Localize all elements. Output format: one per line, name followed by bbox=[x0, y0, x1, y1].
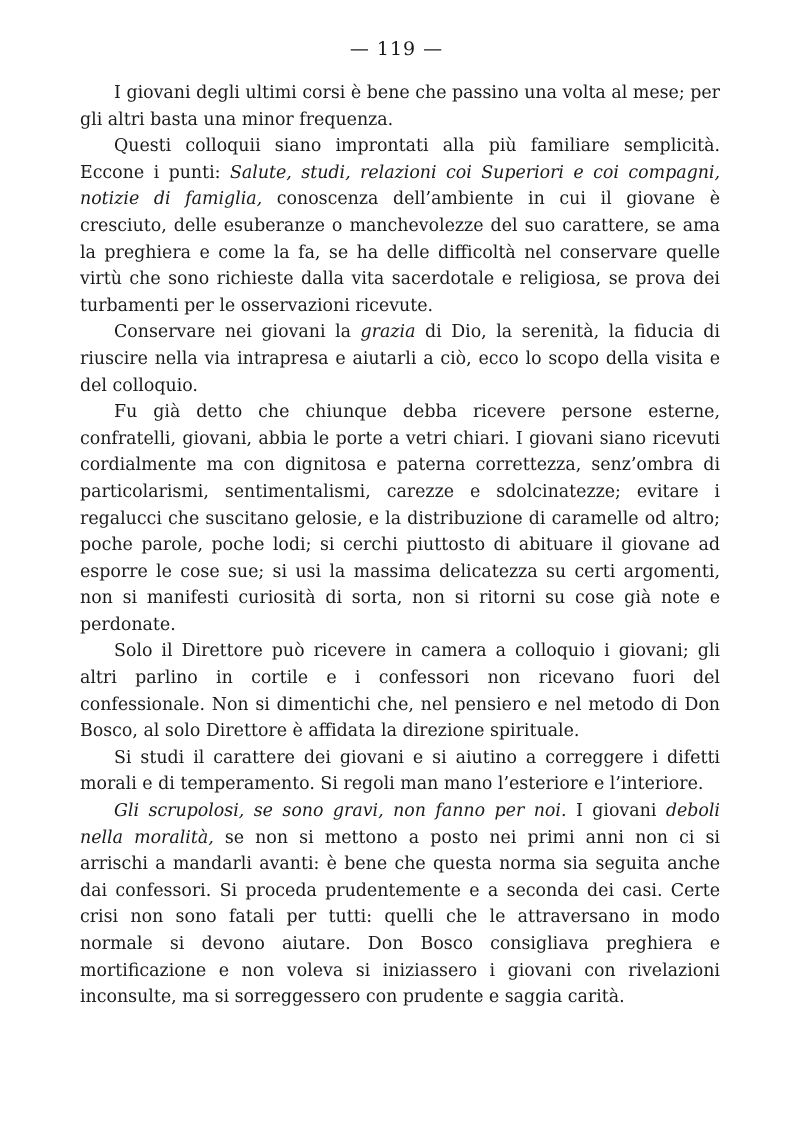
italic-text-run: grazia bbox=[360, 322, 416, 343]
italic-text-run: deboli nella moralità, bbox=[80, 801, 720, 848]
text-run: Fu già detto che chiunque debba ricevere persone esterne, confratelli, giovani, abbia le porte a vetri chiari. I giovani siano ricevuti cordialmente ma con dignitosa e paterna correttezza, senz’ombra di particolarismi, sentimentalismi, carezze e sdolcinatezze; evitare i regalucci che suscitano gelosie, e la distribuzione di caramelle od altro; poche parole, poche lodi; si cerchi piuttosto di abituare il giovane ad esporre le cose sue; si usi la massima delicatezza su certi argomenti, non si manifesti curiosità di sorta, non si ritorni su cose già note e perdonate. bbox=[80, 402, 720, 635]
text-run: Solo il Direttore può ricevere in camera a colloquio i giovani; gli altri parlino in cortile e i confessori non ricevano fuori del confessionale. Non si dimentichi che, nel pensiero e nel metodo di Don Bosco, al solo Direttore è affidata la direzione spirituale. bbox=[80, 641, 720, 742]
paragraph bbox=[80, 798, 720, 1011]
paragraph bbox=[80, 319, 720, 399]
paragraph bbox=[80, 638, 720, 744]
text-run: I giovani degli ultimi corsi è bene che passino una volta al mese; per gli altri basta una minor frequenza. bbox=[80, 83, 720, 130]
paragraph bbox=[80, 399, 720, 638]
text-run: Conservare nei giovani la bbox=[114, 322, 361, 343]
paragraph bbox=[80, 745, 720, 798]
paragraph bbox=[80, 80, 720, 133]
body-text bbox=[80, 80, 720, 1011]
text-run: conoscenza dell’ambiente in cui il giovane è cresciuto, delle esuberanze o manchevolezze del suo carattere, se ama la preghiera e come la fa, se ha delle difficoltà nel conservare quelle virtù che sono richieste dalla vita sacerdotale e religiosa, se prova dei turbamenti per le osservazioni ricevute. bbox=[80, 189, 721, 316]
text-run: Questi colloquii siano improntati alla più familiare semplicità. Eccone i punti: bbox=[80, 136, 720, 183]
italic-text-run: Salute, studi, relazioni coi Superiori e coi compagni, notizie di famiglia, bbox=[80, 162, 720, 210]
text-run: Si studi il carattere dei giovani e si aiutino a correggere i difetti morali e di temperamento. Si regoli man mano l’esteriore e l’interiore. bbox=[80, 747, 720, 795]
page-number: — 119 — bbox=[349, 38, 444, 60]
text-run: se non si mettono a posto nei primi anni non ci si arrischi a mandarli avanti: è bene che questa norma sia seguita anche dai confessori. Si proceda prudentemente e a seconda dei casi. Certe crisi non sono fatali per tutti: quelli che le attraversano in modo normale si devono aiutare. Don Bosco consigliava preghiera e mortificazione e non voleva si iniziassero i giovani con rivelazioni inconsulte, ma si sorreggessero con prudente e saggia carità. bbox=[80, 827, 720, 1008]
text-run: I giovani bbox=[566, 801, 666, 822]
paragraph bbox=[80, 133, 720, 319]
text-run: di Dio, la serenità, la fiducia di riuscire nella via intrapresa e aiutarli a ciò, ecco lo scopo della visita e del colloquio. bbox=[80, 322, 720, 396]
italic-text-run: Gli scrupolosi, se sono gravi, non fanno per noi. bbox=[114, 801, 567, 822]
